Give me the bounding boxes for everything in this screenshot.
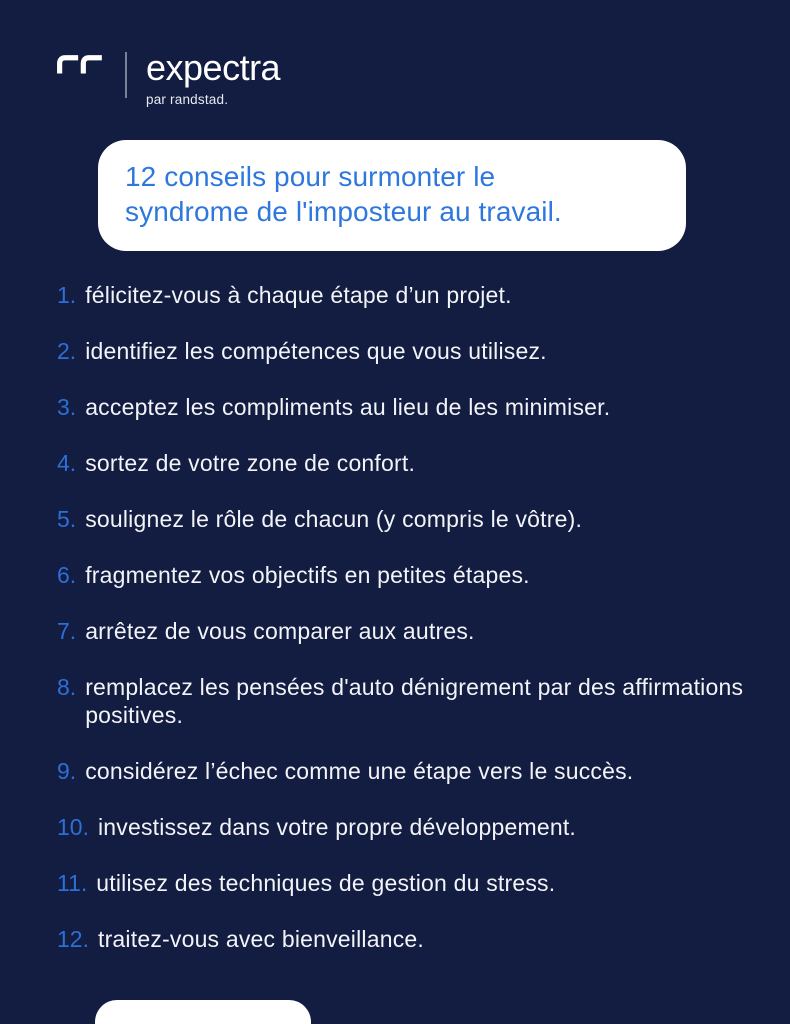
tip-text: acceptez les compliments au lieu de les minimiser.	[85, 394, 611, 420]
tip-number: 6.	[57, 562, 77, 588]
tip-text: remplacez les pensées d'auto dénigrement par des affirmations positives.	[85, 674, 744, 728]
next-message-bubble	[95, 1000, 311, 1024]
tip-number: 4.	[57, 450, 77, 476]
tip-item	[57, 925, 760, 953]
tip-number: 12.	[57, 926, 89, 952]
brand-header	[57, 47, 281, 107]
tip-text: soulignez le rôle de chacun (y compris le vôtre).	[85, 506, 583, 532]
tip-text: sortez de votre zone de confort.	[85, 450, 416, 476]
tip-text: traitez-vous avec bienveillance.	[97, 926, 424, 952]
tip-item	[57, 449, 760, 477]
tip-item	[57, 617, 760, 645]
tip-number: 2.	[57, 338, 77, 364]
tip-text: investissez dans votre propre développement.	[97, 814, 576, 840]
tip-number: 9.	[57, 758, 77, 784]
tip-number: 5.	[57, 506, 77, 532]
tip-item	[57, 337, 760, 365]
tip-text: considérez l’échec comme une étape vers le succès.	[85, 758, 634, 784]
tip-item	[57, 813, 760, 841]
tip-number: 11.	[57, 870, 88, 896]
title-bubble	[98, 140, 686, 251]
tip-item	[57, 869, 760, 897]
logo-divider	[125, 52, 127, 98]
title-line-2: syndrome de l'imposteur au travail.	[125, 196, 562, 227]
tip-text: fragmentez vos objectifs en petites étapes.	[85, 562, 530, 588]
tip-number: 8.	[57, 674, 77, 700]
tip-number: 7.	[57, 618, 77, 644]
tip-item	[57, 757, 760, 785]
tip-text: arrêtez de vous comparer aux autres.	[85, 618, 475, 644]
tip-item	[57, 673, 760, 729]
tip-number: 3.	[57, 394, 77, 420]
tip-text: utilisez des techniques de gestion du stress.	[96, 870, 556, 896]
brand-name: expectra	[146, 47, 281, 88]
tip-item	[57, 393, 760, 421]
brand-text	[146, 47, 281, 107]
tip-item	[57, 561, 760, 589]
tip-text: identifiez les compétences que vous utilisez.	[85, 338, 547, 364]
tip-number: 10.	[57, 814, 89, 840]
tips-list	[57, 281, 760, 981]
randstad-logo-icon	[57, 55, 104, 74]
title-line-1: 12 conseils pour surmonter le	[125, 161, 496, 192]
brand-tagline: par randstad.	[146, 92, 229, 107]
tip-text: félicitez-vous à chaque étape d’un projet.	[85, 282, 512, 308]
tip-number: 1.	[57, 282, 77, 308]
tip-item	[57, 281, 760, 309]
tip-item	[57, 505, 760, 533]
